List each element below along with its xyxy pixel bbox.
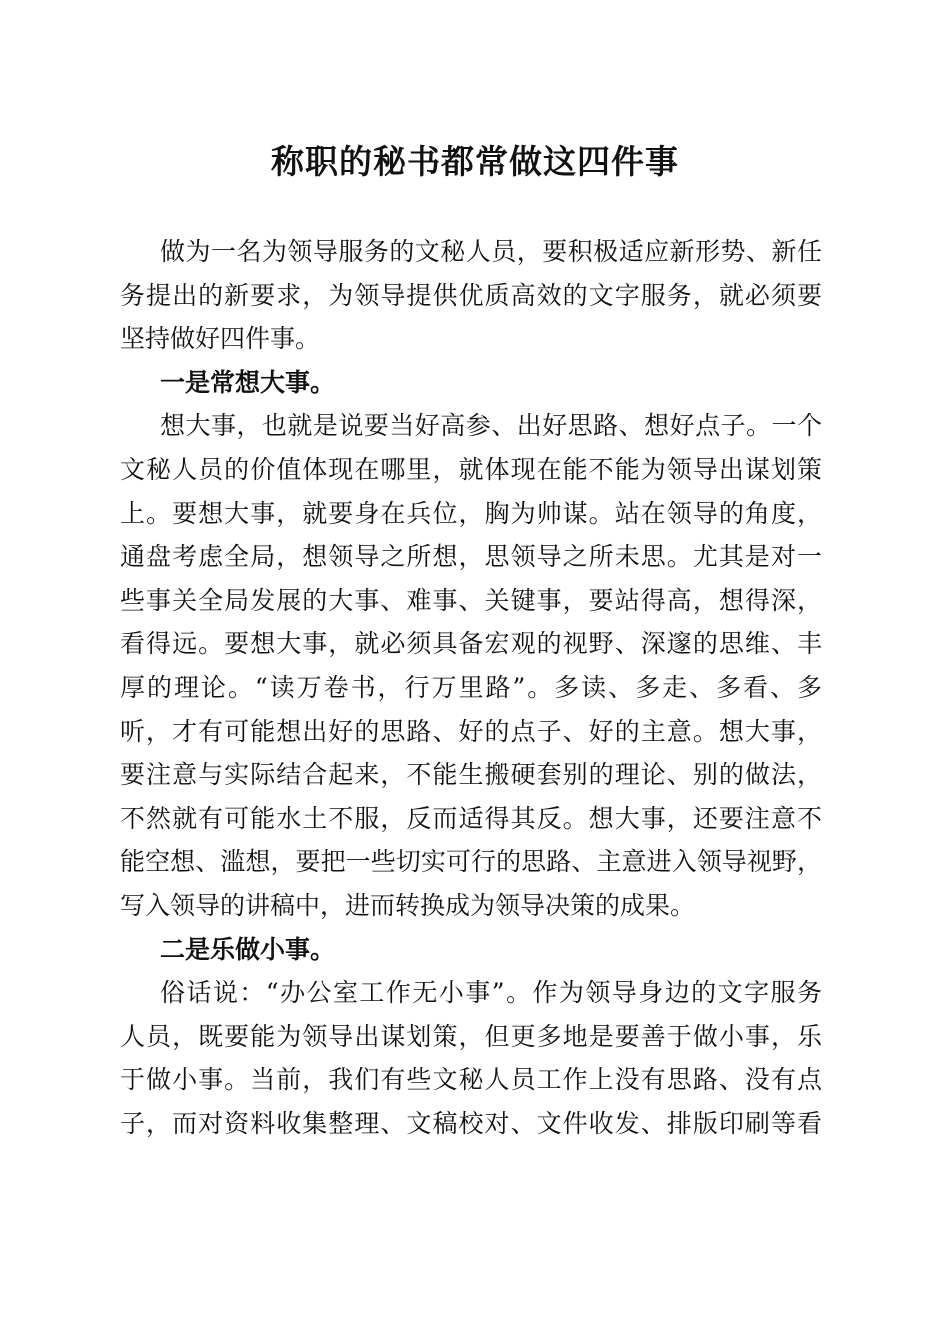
- document-body: [120, 230, 822, 1145]
- text-line: 要注意与实际结合起来，不能生搬硬套别的理论、别的做法，: [120, 760, 822, 790]
- text-line: 不然就有可能水土不服，反而适得其反。想大事，还要注意不: [120, 803, 822, 833]
- text-line: 看得远。要想大事，就必须具备宏观的视野、深邃的思维、丰: [120, 629, 822, 659]
- text-line: 坚持做好四件事。: [120, 324, 321, 354]
- text-line: 上。要想大事，就要身在兵位，胸为帅谋。站在领导的角度，: [120, 498, 822, 528]
- section-heading: 二是乐做小事。: [160, 934, 336, 964]
- text-line: 能空想、滥想，要把一些切实可行的思路、主意进入领导视野，: [120, 847, 822, 877]
- text-line: 写入领导的讲稿中，进而转换成为领导决策的成果。: [120, 890, 696, 920]
- text-line: 俗话说：“办公室工作无小事”。作为领导身边的文字服务: [160, 978, 822, 1008]
- text-line: 人员，既要能为领导出谋划策，但更多地是要善于做小事，乐: [120, 1021, 822, 1051]
- text-line: 文秘人员的价值体现在哪里，就体现在能不能为领导出谋划策: [120, 454, 822, 484]
- text-line: 做为一名为领导服务的文秘人员，要积极适应新形势、新任: [160, 237, 822, 266]
- text-line: 想大事，也就是说要当好高参、出好思路、想好点子。一个: [160, 411, 822, 441]
- text-line: 厚的理论。“读万卷书，行万里路”。多读、多走、多看、多: [120, 672, 822, 702]
- section-heading: 一是常想大事。: [160, 367, 336, 397]
- text-line: 子，而对资料收集整理、文稿校对、文件收发、排版印刷等看: [120, 1108, 822, 1138]
- text-line: 些事关全局发展的大事、难事、关键事，要站得高，想得深，: [120, 585, 822, 615]
- text-line: 听，才有可能想出好的思路、好的点子、好的主意。想大事，: [120, 716, 822, 746]
- text-line: 于做小事。当前，我们有些文秘人员工作上没有思路、没有点: [120, 1065, 822, 1095]
- document-title: 称职的秘书都常做这四件事: [271, 142, 679, 181]
- text-line: 通盘考虑全局，想领导之所想，思领导之所未思。尤其是对一: [120, 542, 822, 572]
- text-line: 务提出的新要求，为领导提供优质高效的文字服务，就必须要: [120, 280, 822, 310]
